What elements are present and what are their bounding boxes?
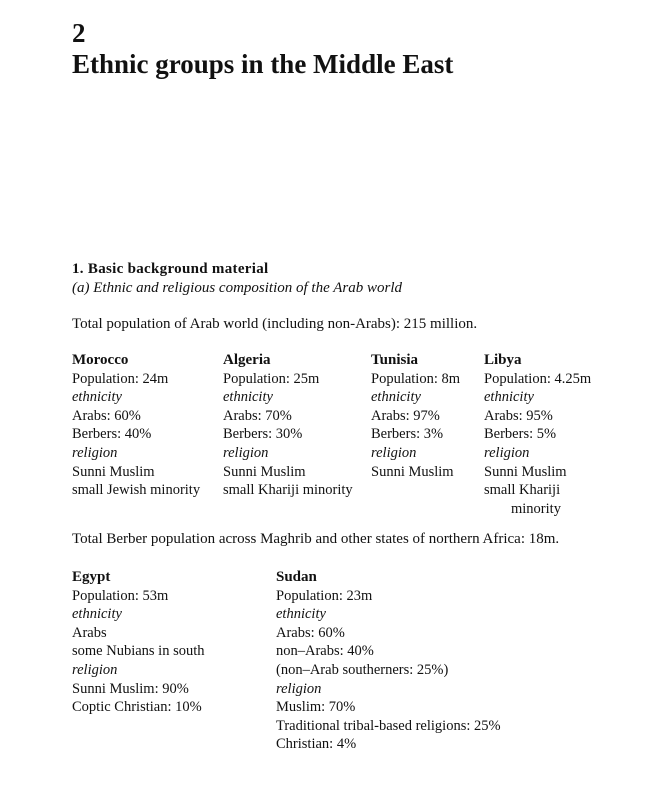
- religion-item-continued: minority: [511, 500, 561, 517]
- ethnicity-item: Berbers: 30%: [223, 426, 303, 443]
- berber-population-text: Total Berber population across Maghrib and other states of northern Africa: 18m.: [72, 531, 560, 547]
- religion-label: religion: [223, 444, 269, 461]
- religion-label: religion: [371, 444, 417, 461]
- population: Population: 8m: [371, 370, 461, 387]
- ethnicity-label: ethnicity: [72, 606, 122, 623]
- country-name: Algeria: [223, 352, 271, 368]
- population: Population: 25m: [223, 370, 320, 387]
- religion-item: Sunni Muslim: [484, 463, 567, 480]
- chapter-number: 2: [72, 18, 86, 48]
- ethnicity-item: (non–Arab southerners: 25%): [276, 661, 449, 678]
- ethnicity-item: Berbers: 5%: [484, 426, 557, 443]
- ethnicity-label: ethnicity: [484, 389, 534, 406]
- chapter-title: Ethnic groups in the Middle East: [72, 49, 454, 79]
- section-subheading: (a) Ethnic and religious composition of the Arab world: [72, 280, 402, 296]
- religion-item: small Khariji: [484, 482, 561, 499]
- religion-item: Christian: 4%: [276, 736, 357, 753]
- ethnicity-item: Arabs: 60%: [276, 624, 345, 641]
- country-block-egypt: [72, 568, 205, 717]
- population: Population: 4.25m: [484, 370, 592, 387]
- religion-item: small Khariji minority: [223, 482, 353, 499]
- country-name: Libya: [484, 352, 522, 368]
- ethnicity-item: Arabs: [72, 624, 107, 641]
- religion-item: Sunni Muslim: [72, 463, 155, 480]
- country-name: Sudan: [276, 569, 317, 585]
- ethnicity-label: ethnicity: [371, 389, 421, 406]
- country-block-libya: [484, 351, 591, 518]
- religion-item: Muslim: 70%: [276, 699, 356, 716]
- ethnicity-item: Arabs: 60%: [72, 407, 141, 424]
- total-population-text: Total population of Arab world (including non-Arabs): 215 million.: [72, 316, 478, 332]
- country-name: Tunisia: [371, 352, 418, 368]
- religion-label: religion: [276, 680, 322, 697]
- religion-item: Sunni Muslim: 90%: [72, 680, 189, 697]
- ethnicity-label: ethnicity: [276, 606, 326, 623]
- country-name: Morocco: [72, 352, 129, 368]
- religion-item: Sunni Muslim: [223, 463, 306, 480]
- ethnicity-item: some Nubians in south: [72, 643, 205, 660]
- religion-label: religion: [484, 444, 530, 461]
- religion-label: religion: [72, 661, 118, 678]
- ethnicity-item: Arabs: 95%: [484, 407, 553, 424]
- country-block-sudan: [276, 568, 501, 754]
- population: Population: 53m: [72, 587, 169, 604]
- country-name: Egypt: [72, 569, 111, 585]
- ethnicity-item: Berbers: 3%: [371, 426, 444, 443]
- religion-item: Coptic Christian: 10%: [72, 699, 202, 716]
- religion-item: Traditional tribal-based religions: 25%: [276, 717, 501, 734]
- ethnicity-item: Berbers: 40%: [72, 426, 152, 443]
- ethnicity-item: Arabs: 97%: [371, 407, 440, 424]
- population: Population: 23m: [276, 587, 373, 604]
- religion-item: small Jewish minority: [72, 482, 201, 499]
- religion-label: religion: [72, 444, 118, 461]
- ethnicity-item: non–Arabs: 40%: [276, 643, 374, 660]
- section-heading: 1. Basic background material: [72, 261, 269, 277]
- country-block-tunisia: [371, 351, 460, 481]
- ethnicity-label: ethnicity: [72, 389, 122, 406]
- country-block-algeria: [223, 351, 353, 500]
- population: Population: 24m: [72, 370, 169, 387]
- country-block-morocco: [72, 351, 200, 500]
- ethnicity-label: ethnicity: [223, 389, 273, 406]
- ethnicity-item: Arabs: 70%: [223, 407, 292, 424]
- religion-item: Sunni Muslim: [371, 463, 454, 480]
